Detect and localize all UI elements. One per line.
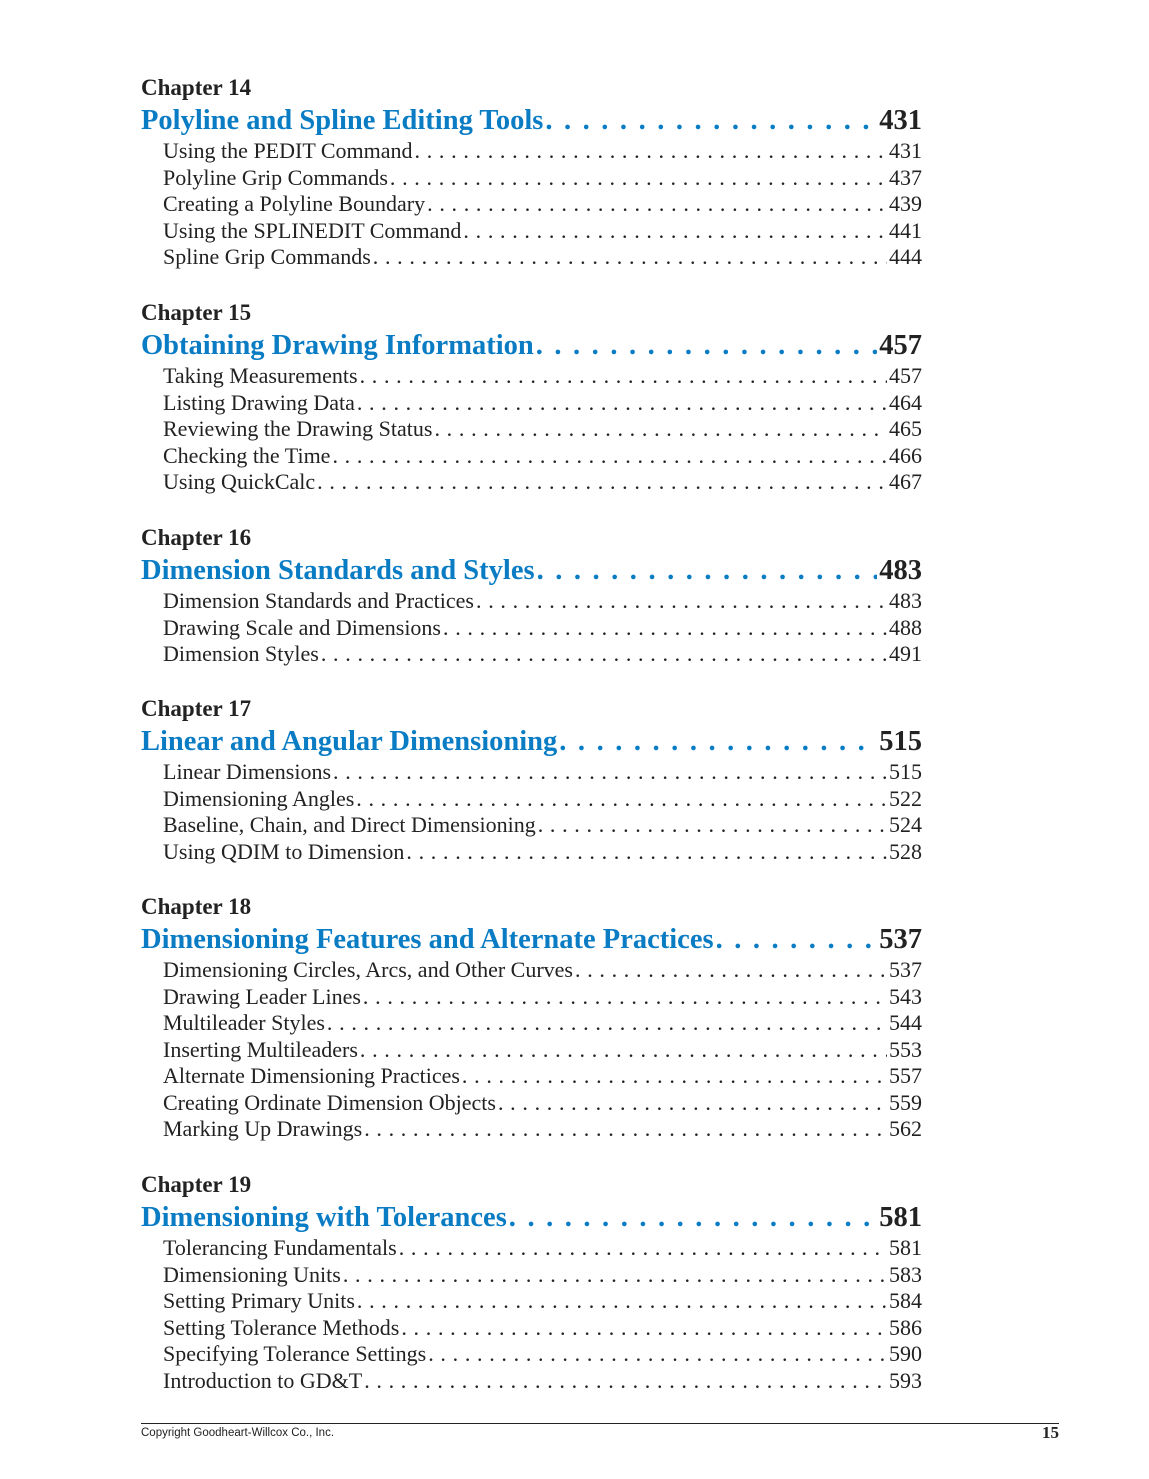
dot-leader bbox=[443, 615, 887, 642]
dot-leader bbox=[357, 1288, 887, 1315]
dot-leader bbox=[360, 363, 887, 390]
section-title[interactable]: Alternate Dimensioning Practices bbox=[163, 1063, 460, 1088]
section-title[interactable]: Polyline Grip Commands bbox=[163, 164, 388, 190]
chapter-page: 431 bbox=[879, 105, 922, 136]
section-title[interactable]: Creating a Polyline Boundary bbox=[163, 191, 426, 216]
dot-leader bbox=[327, 1010, 887, 1037]
section-entry[interactable] bbox=[163, 641, 922, 668]
section-title[interactable]: Listing Drawing Data bbox=[163, 389, 355, 415]
dot-leader bbox=[321, 641, 887, 668]
dot-leader bbox=[364, 1116, 887, 1143]
section-list bbox=[141, 363, 922, 496]
section-entry[interactable] bbox=[163, 416, 922, 443]
section-page: 483 bbox=[889, 588, 922, 613]
section-page: 528 bbox=[889, 838, 922, 864]
section-page: 522 bbox=[889, 785, 922, 811]
chapter-title[interactable]: Dimension Standards and Styles bbox=[141, 555, 535, 586]
dot-leader bbox=[401, 1315, 887, 1342]
dot-leader bbox=[373, 244, 887, 271]
section-entry[interactable] bbox=[163, 363, 922, 390]
section-page: 488 bbox=[889, 614, 922, 640]
section-page: 444 bbox=[889, 244, 922, 269]
section-page: 467 bbox=[889, 469, 922, 494]
section-entry[interactable] bbox=[163, 588, 922, 615]
chapter-page: 515 bbox=[879, 726, 922, 757]
section-title[interactable]: Reviewing the Drawing Status bbox=[163, 416, 433, 441]
dot-leader bbox=[356, 786, 887, 813]
section-title[interactable]: Marking Up Drawings bbox=[163, 1116, 363, 1141]
section-title[interactable]: Spline Grip Commands bbox=[163, 244, 371, 269]
section-page: 515 bbox=[889, 759, 922, 784]
section-list bbox=[141, 759, 922, 865]
section-entry[interactable] bbox=[163, 957, 922, 984]
section-page: 593 bbox=[889, 1367, 922, 1393]
chapter-label: Chapter 16 bbox=[141, 525, 252, 550]
section-list bbox=[141, 138, 922, 271]
section-page: 431 bbox=[889, 138, 922, 163]
section-entry[interactable] bbox=[163, 984, 922, 1011]
dot-leader bbox=[406, 839, 887, 866]
dot-leader bbox=[476, 588, 887, 615]
section-entry[interactable] bbox=[163, 390, 922, 417]
dot-leader bbox=[509, 1201, 877, 1234]
section-title[interactable]: Using the SPLINEDIT Command bbox=[163, 217, 462, 243]
section-title[interactable]: Inserting Multileaders bbox=[163, 1036, 358, 1062]
chapter-block bbox=[141, 74, 922, 271]
section-entry[interactable] bbox=[163, 1288, 922, 1315]
section-page: 583 bbox=[889, 1261, 922, 1287]
dot-leader bbox=[545, 104, 877, 137]
section-page: 559 bbox=[889, 1089, 922, 1115]
section-entry[interactable] bbox=[163, 812, 922, 839]
section-list bbox=[141, 957, 922, 1143]
dot-leader bbox=[317, 469, 887, 496]
section-title[interactable]: Specifying Tolerance Settings bbox=[163, 1341, 427, 1366]
dot-leader bbox=[537, 554, 878, 587]
chapter-title[interactable]: Obtaining Drawing Information bbox=[141, 330, 534, 361]
section-entry[interactable] bbox=[163, 1063, 922, 1090]
copyright-notice: Copyright Goodheart-Willcox Co., Inc. bbox=[141, 1427, 335, 1439]
section-page: 491 bbox=[889, 641, 922, 666]
footer-divider bbox=[141, 1423, 1059, 1424]
section-entry[interactable] bbox=[163, 191, 922, 218]
chapter-title-row[interactable] bbox=[141, 923, 922, 956]
section-page: 584 bbox=[889, 1288, 922, 1313]
chapter-block bbox=[141, 524, 922, 668]
section-title[interactable]: Linear Dimensions bbox=[163, 759, 332, 784]
chapter-block bbox=[141, 893, 922, 1143]
section-title[interactable]: Creating Ordinate Dimension Objects bbox=[163, 1089, 496, 1115]
section-title[interactable]: Setting Tolerance Methods bbox=[163, 1314, 400, 1340]
section-title[interactable]: Dimensioning Units bbox=[163, 1261, 341, 1287]
section-entry[interactable] bbox=[163, 165, 922, 192]
chapter-label: Chapter 14 bbox=[141, 75, 252, 100]
section-page: 466 bbox=[889, 442, 922, 468]
page-number: 15 bbox=[1042, 1423, 1059, 1442]
section-page: 524 bbox=[889, 812, 922, 837]
section-entry[interactable] bbox=[163, 1090, 922, 1117]
section-entry[interactable] bbox=[163, 839, 922, 866]
section-page: 465 bbox=[889, 416, 922, 441]
dot-leader bbox=[428, 1341, 887, 1368]
section-title[interactable]: Using the PEDIT Command bbox=[163, 138, 413, 163]
section-entry[interactable] bbox=[163, 1235, 922, 1262]
section-title[interactable]: Drawing Scale and Dimensions bbox=[163, 614, 441, 640]
dot-leader bbox=[357, 390, 887, 417]
chapter-title[interactable]: Polyline and Spline Editing Tools bbox=[141, 105, 544, 136]
section-page: 544 bbox=[889, 1010, 922, 1035]
chapter-label: Chapter 15 bbox=[141, 300, 252, 325]
chapter-block bbox=[141, 695, 922, 865]
dot-leader bbox=[399, 1235, 887, 1262]
section-entry[interactable] bbox=[163, 759, 922, 786]
section-title[interactable]: Using QDIM to Dimension bbox=[163, 838, 405, 864]
section-entry[interactable] bbox=[163, 244, 922, 271]
section-title[interactable]: Dimensioning Circles, Arcs, and Other Curves bbox=[163, 957, 573, 982]
section-title[interactable]: Checking the Time bbox=[163, 442, 331, 468]
section-entry[interactable] bbox=[163, 218, 922, 245]
dot-leader bbox=[462, 1063, 887, 1090]
section-entry[interactable] bbox=[163, 1262, 922, 1289]
dot-leader bbox=[360, 1037, 887, 1064]
section-entry[interactable] bbox=[163, 469, 922, 496]
section-page: 537 bbox=[889, 957, 922, 982]
section-entry[interactable] bbox=[163, 443, 922, 470]
chapter-label: Chapter 18 bbox=[141, 894, 252, 919]
section-title[interactable]: Taking Measurements bbox=[163, 363, 358, 388]
chapter-title-row[interactable] bbox=[141, 554, 922, 587]
section-title[interactable]: Dimension Standards and Practices bbox=[163, 588, 474, 613]
chapter-title-row[interactable] bbox=[141, 1201, 922, 1234]
chapter-block bbox=[141, 1171, 922, 1394]
section-page: 562 bbox=[889, 1116, 922, 1141]
section-entry[interactable] bbox=[163, 1341, 922, 1368]
dot-leader bbox=[716, 923, 878, 956]
chapter-title-row[interactable] bbox=[141, 725, 922, 758]
chapter-title[interactable]: Dimensioning with Tolerances bbox=[141, 1202, 507, 1233]
chapter-title-row[interactable] bbox=[141, 104, 922, 137]
dot-leader bbox=[498, 1090, 887, 1117]
dot-leader bbox=[343, 1262, 887, 1289]
section-entry[interactable] bbox=[163, 138, 922, 165]
chapter-page: 457 bbox=[879, 330, 922, 361]
dot-leader bbox=[333, 759, 887, 786]
section-page: 439 bbox=[889, 191, 922, 216]
dot-leader bbox=[363, 984, 887, 1011]
dot-leader bbox=[463, 218, 887, 245]
section-page: 464 bbox=[889, 389, 922, 415]
section-title[interactable]: Dimensioning Angles bbox=[163, 785, 355, 811]
section-page: 586 bbox=[889, 1314, 922, 1340]
dot-leader bbox=[559, 725, 877, 758]
section-title[interactable]: Setting Primary Units bbox=[163, 1288, 355, 1313]
section-page: 590 bbox=[889, 1341, 922, 1366]
section-entry[interactable] bbox=[163, 1315, 922, 1342]
dot-leader bbox=[427, 191, 887, 218]
chapter-title-row[interactable] bbox=[141, 329, 922, 362]
section-title[interactable]: Baseline, Chain, and Direct Dimensioning bbox=[163, 812, 536, 837]
chapter-page: 581 bbox=[879, 1202, 922, 1233]
section-entry[interactable] bbox=[163, 1010, 922, 1037]
section-title[interactable]: Introduction to GD&T bbox=[163, 1367, 363, 1393]
chapter-label: Chapter 17 bbox=[141, 696, 252, 721]
section-page: 543 bbox=[889, 983, 922, 1009]
section-page: 557 bbox=[889, 1063, 922, 1088]
section-entry[interactable] bbox=[163, 786, 922, 813]
dot-leader bbox=[332, 443, 887, 470]
section-list bbox=[141, 588, 922, 668]
section-entry[interactable] bbox=[163, 1037, 922, 1064]
section-entry[interactable] bbox=[163, 1116, 922, 1143]
chapter-label: Chapter 19 bbox=[141, 1172, 252, 1197]
dot-leader bbox=[415, 138, 887, 165]
chapter-title[interactable]: Dimensioning Features and Alternate Practices bbox=[141, 924, 714, 955]
dot-leader bbox=[538, 812, 887, 839]
section-page: 437 bbox=[889, 164, 922, 190]
dot-leader bbox=[390, 165, 887, 192]
dot-leader bbox=[434, 416, 887, 443]
section-page: 553 bbox=[889, 1036, 922, 1062]
section-page: 457 bbox=[889, 363, 922, 388]
chapter-page: 483 bbox=[879, 555, 922, 586]
section-entry[interactable] bbox=[163, 1368, 922, 1395]
dot-leader bbox=[364, 1368, 887, 1395]
dot-leader bbox=[536, 329, 878, 362]
section-page: 581 bbox=[889, 1235, 922, 1260]
section-title[interactable]: Tolerancing Fundamentals bbox=[163, 1235, 397, 1260]
section-list bbox=[141, 1235, 922, 1394]
section-title[interactable]: Dimension Styles bbox=[163, 641, 319, 666]
section-title[interactable]: Multileader Styles bbox=[163, 1010, 325, 1035]
chapter-block bbox=[141, 299, 922, 496]
chapter-page: 537 bbox=[879, 924, 922, 955]
section-title[interactable]: Drawing Leader Lines bbox=[163, 983, 361, 1009]
section-title[interactable]: Using QuickCalc bbox=[163, 469, 316, 494]
dot-leader bbox=[575, 957, 887, 984]
section-page: 441 bbox=[889, 217, 922, 243]
chapter-title[interactable]: Linear and Angular Dimensioning bbox=[141, 726, 558, 757]
section-entry[interactable] bbox=[163, 615, 922, 642]
